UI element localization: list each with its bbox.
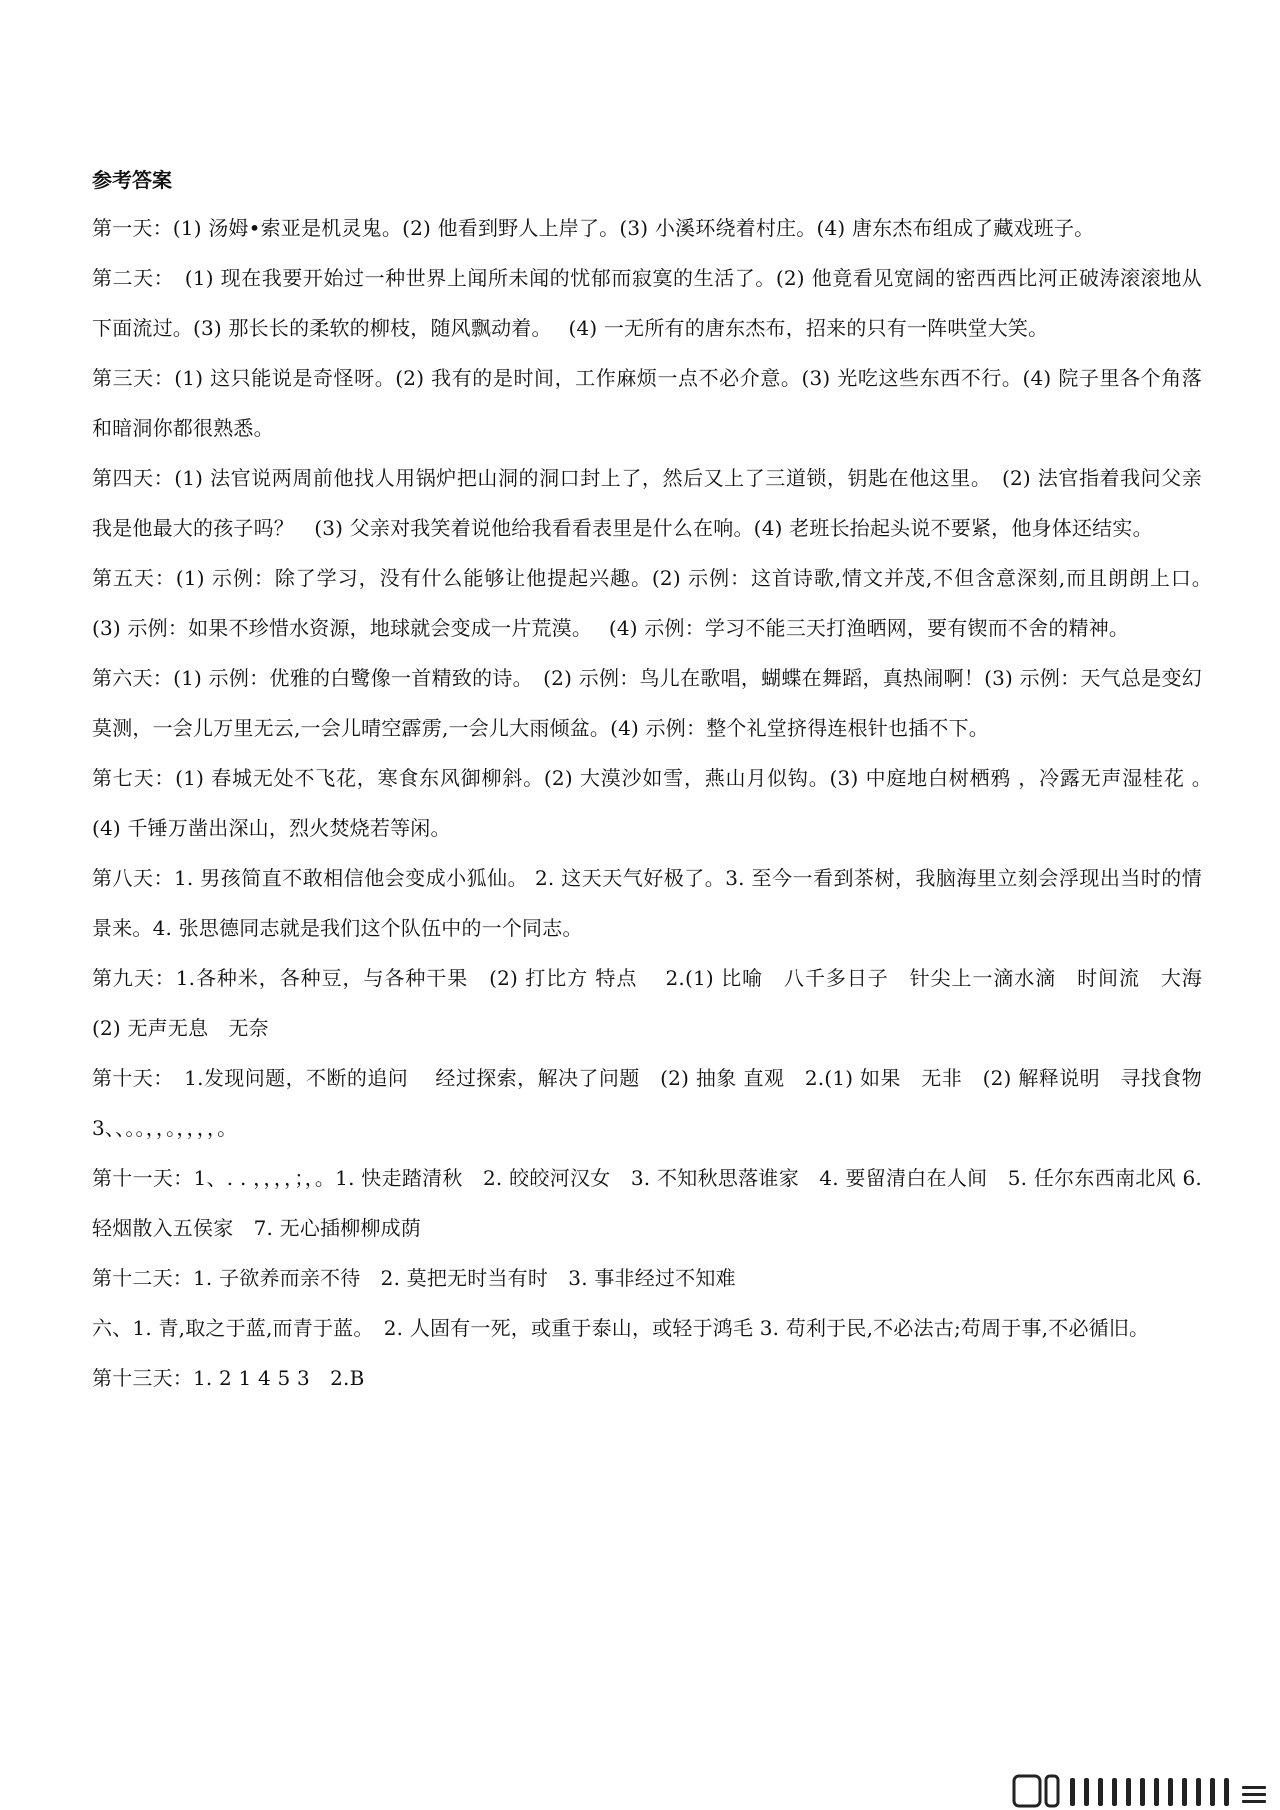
watermark-graphic: [1010, 1770, 1272, 1810]
answer-day-7: 第七天：(1) 春城无处不飞花，寒食东风御柳斜。(2) 大漠沙如雪，燕山月似钩。(3) 中庭地白树栖鸦 ，冷露无声湿桂花 。 (4) 千锤万凿出深山，烈火焚烧若等闲。: [92, 766, 1223, 840]
answer-day-11: 第十一天：1、. . ，，，，；，。1. 快走踏清秋 2. 皎皎河汉女 3. 不知秋思落谁家 4. 要留清白在人间 5. 任尔东西南北风 6. 轻烟散入五侯家 7. 无心插柳柳成荫: [92, 1166, 1202, 1240]
answer-day-6: 第六天：(1) 示例：优雅的白鹭像一首精致的诗。 (2) 示例：鸟儿在歌唱，蝴蝶在舞蹈，真热闹啊！(3) 示例：天气总是变幻莫测，一会儿万里无云,一会儿晴空霹雳,一会儿大雨倾盆。(4) 示例：整个礼堂挤得连根针也插不下。: [92, 666, 1202, 740]
answer-day-13: 第十三天：1. 2 1 4 5 3 2.B: [92, 1366, 365, 1390]
answer-day-2: 第二天： (1) 现在我要开始过一种世界上闻所未闻的忧郁而寂寞的生活了。(2) 他竟看见宽阔的密西西比河正破涛滚滚地从下面流过。(3) 那长长的柔软的柳枝，随风飘动着。 (4) 一无所有的唐东杰布，招来的只有一阵哄堂大笑。: [92, 266, 1202, 340]
answer-day-5: 第五天：(1) 示例：除了学习，没有什么能够让他提起兴趣。(2) 示例：这首诗歌,情文并茂,不但含意深刻,而且朗朗上口。 (3) 示例：如果不珍惜水资源，地球就会变成一片荒漠。 (4) 示例：学习不能三天打渔晒网，要有锲而不舍的精神。: [92, 566, 1223, 640]
app-watermark-icon: [1010, 1770, 1272, 1810]
answer-day-12: 第十二天：1. 子欲养而亲不待 2. 莫把无时当有时 3. 事非经过不知难: [92, 1266, 736, 1290]
answer-day-3: 第三天：(1) 这只能说是奇怪呀。(2) 我有的是时间，工作麻烦一点不必介意。(3) 光吃这些东西不行。(4) 院子里各个角落和暗洞你都很熟悉。: [92, 366, 1202, 440]
document-title: 参考答案: [92, 168, 172, 192]
answer-day-1: 第一天：(1) 汤姆•索亚是机灵鬼。(2) 他看到野人上岸了。(3) 小溪环绕着村庄。(4) 唐东杰布组成了藏戏班子。: [92, 216, 1095, 240]
answer-document: [92, 163, 1223, 1403]
answer-day-9: 第九天：1.各种米，各种豆，与各种干果 (2) 打比方 特点 2.(1) 比喻 八千多日子 针尖上一滴水滴 时间流 大海 (2) 无声无息 无奈: [92, 966, 1223, 1040]
answer-section-six: 六、1. 青,取之于蓝,而青于蓝。 2. 人固有一死，或重于泰山，或轻于鸿毛 3. 苟利于民,不必法古;苟周于事,不必循旧。: [92, 1316, 1150, 1340]
answer-day-10: 第十天： 1.发现问题，不断的追问 经过探索，解决了问题 (2) 抽象 直观 2.(1) 如果 无非 (2) 解释说明 寻找食物 3、、。。，，。，，，，。: [92, 1066, 1223, 1140]
answer-day-4: 第四天：(1) 法官说两周前他找人用锅炉把山洞的洞口封上了，然后又上了三道锁，钥匙在他这里。 (2) 法官指着我问父亲我是他最大的孩子吗？ (3) 父亲对我笑着说他给我看看表里是什么在响。(4) 老班长抬起头说不要紧，他身体还结实。: [92, 466, 1202, 540]
answer-day-8: 第八天：1. 男孩简直不敢相信他会变成小狐仙。 2. 这天天气好极了。3. 至今一看到茶树，我脑海里立刻会浮现出当时的情景来。4. 张思德同志就是我们这个队伍中的一个同志。: [92, 866, 1202, 940]
